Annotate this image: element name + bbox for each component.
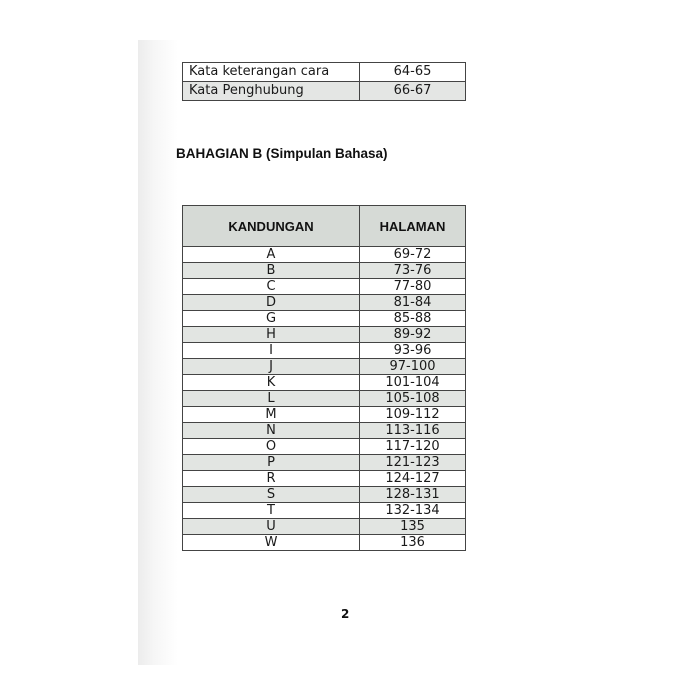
row-letter: N xyxy=(183,423,360,439)
row-pages: 109-112 xyxy=(360,407,466,423)
table-row xyxy=(183,82,466,101)
row-letter: B xyxy=(183,263,360,279)
row-pages: 89-92 xyxy=(360,327,466,343)
row-letter: S xyxy=(183,487,360,503)
row-letter: J xyxy=(183,359,360,375)
row-letter: D xyxy=(183,295,360,311)
row-label: Kata keterangan cara xyxy=(183,63,360,82)
table-row xyxy=(183,263,466,279)
row-pages: 136 xyxy=(360,535,466,551)
row-letter: C xyxy=(183,279,360,295)
table-row xyxy=(183,327,466,343)
table-row xyxy=(183,375,466,391)
row-letter: K xyxy=(183,375,360,391)
row-pages: 66-67 xyxy=(360,82,466,101)
row-letter: A xyxy=(183,247,360,263)
row-pages: 132-134 xyxy=(360,503,466,519)
row-letter: U xyxy=(183,519,360,535)
section-heading: BAHAGIAN B (Simpulan Bahasa) xyxy=(176,146,388,161)
row-pages: 121-123 xyxy=(360,455,466,471)
table-row xyxy=(183,519,466,535)
contents-table-body xyxy=(183,247,466,551)
row-letter: H xyxy=(183,327,360,343)
row-pages: 69-72 xyxy=(360,247,466,263)
column-header-kandungan: KANDUNGAN xyxy=(183,206,360,247)
table-row xyxy=(183,423,466,439)
row-letter: R xyxy=(183,471,360,487)
page-number: 2 xyxy=(341,607,350,621)
page-edge-shadow xyxy=(138,40,178,665)
column-header-halaman: HALAMAN xyxy=(360,206,466,247)
row-pages: 93-96 xyxy=(360,343,466,359)
row-letter: W xyxy=(183,535,360,551)
row-pages: 77-80 xyxy=(360,279,466,295)
table-row xyxy=(183,503,466,519)
row-letter: M xyxy=(183,407,360,423)
table-row xyxy=(183,279,466,295)
table-row xyxy=(183,295,466,311)
row-label: Kata Penghubung xyxy=(183,82,360,101)
row-pages: 113-116 xyxy=(360,423,466,439)
row-letter: T xyxy=(183,503,360,519)
row-pages: 73-76 xyxy=(360,263,466,279)
table-row xyxy=(183,407,466,423)
row-pages: 128-131 xyxy=(360,487,466,503)
row-pages: 85-88 xyxy=(360,311,466,327)
row-letter: G xyxy=(183,311,360,327)
table-row xyxy=(183,391,466,407)
row-pages: 105-108 xyxy=(360,391,466,407)
row-pages: 101-104 xyxy=(360,375,466,391)
row-letter: O xyxy=(183,439,360,455)
row-pages: 97-100 xyxy=(360,359,466,375)
table-row xyxy=(183,63,466,82)
row-pages: 124-127 xyxy=(360,471,466,487)
table-row xyxy=(183,311,466,327)
table-row xyxy=(183,455,466,471)
row-pages: 64-65 xyxy=(360,63,466,82)
table-row xyxy=(183,471,466,487)
table-row xyxy=(183,359,466,375)
row-pages: 117-120 xyxy=(360,439,466,455)
table-row xyxy=(183,439,466,455)
row-pages: 81-84 xyxy=(360,295,466,311)
row-letter: L xyxy=(183,391,360,407)
table-row xyxy=(183,343,466,359)
table-row xyxy=(183,487,466,503)
row-pages: 135 xyxy=(360,519,466,535)
row-letter: P xyxy=(183,455,360,471)
row-letter: I xyxy=(183,343,360,359)
table-row xyxy=(183,247,466,263)
top-contents-table xyxy=(182,62,466,101)
table-row xyxy=(183,535,466,551)
table-header-row xyxy=(183,206,466,247)
contents-table xyxy=(182,205,466,551)
